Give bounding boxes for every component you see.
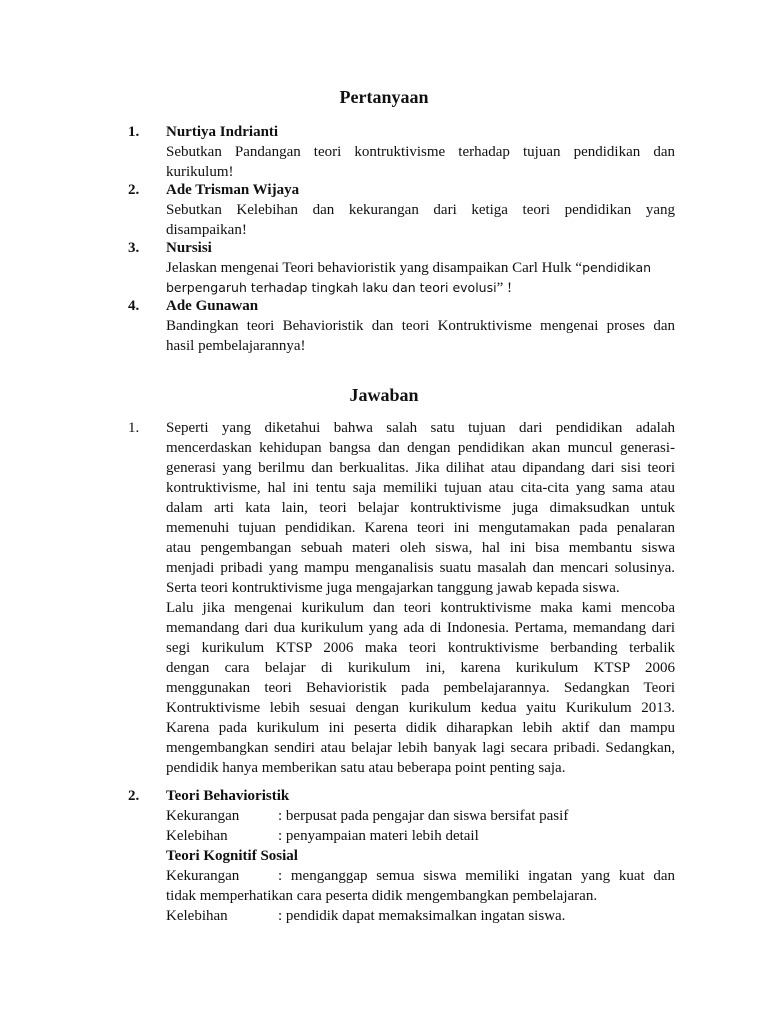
jawaban-heading: Jawaban	[349, 385, 419, 405]
answer-text-line: Seperti yang diketahui bahwa salah satu tujuan dari pendidikan adalah	[166, 420, 675, 436]
kekurangan-row	[166, 866, 675, 886]
answer-text-line: Lalu jika mengenai kurikulum dan teori kontruktivisme maka kami mencoba	[166, 600, 675, 616]
pertanyaan-heading: Pertanyaan	[339, 87, 429, 107]
answer-number: 1.	[128, 420, 140, 436]
answer-text-line: mencerdaskan kehidupan bangsa dan dengan pendidikan akan muncul generasi-	[166, 440, 675, 456]
question-text-part: ” !	[496, 280, 512, 296]
question-number: 4.	[128, 298, 140, 314]
kelebihan-label: Kelebihan	[166, 908, 228, 924]
kelebihan-value: : pendidik dapat memaksimalkan ingatan siswa.	[278, 908, 566, 924]
kekurangan-row	[166, 806, 675, 826]
question-text-line: Sebutkan Pandangan teori kontruktivisme terhadap tujuan pendidikan dan	[166, 144, 675, 160]
answer-text-line: Karena pada kurikulum ini peserta didik diharapkan lebih aktif dan mampu	[166, 720, 675, 736]
answer-text-line: atau pengembangan sebuah materi oleh siswa, hal ini bisa membantu siswa	[166, 540, 675, 556]
question-text-part: berpengaruh terhadap tingkah laku dan teori evolusi	[166, 280, 497, 295]
question-text-line: kurikulum!	[166, 164, 234, 180]
theory-title: Teori Kognitif Sosial	[166, 848, 298, 864]
answer-text-line: Kontruktivisme lebih sesuai dengan kurikulum kedua yaitu Kurikulum 2013.	[166, 700, 675, 716]
kelebihan-value: : penyampaian materi lebih detail	[278, 828, 479, 844]
answer-text-line: menggunakan teori Behavioristik pada pembelajarannya. Sedangkan Teori	[166, 680, 675, 696]
question-text-part: Jelaskan mengenai Teori behavioristik yang disampaikan Carl Hulk “	[166, 260, 583, 276]
kelebihan-row	[166, 826, 675, 846]
kekurangan-value: : menganggap semua siswa memiliki ingatan yang kuat dan	[278, 868, 675, 884]
kelebihan-label: Kelebihan	[166, 828, 228, 844]
question-number: 1.	[128, 124, 140, 140]
question-number: 3.	[128, 240, 140, 256]
question-author: Ade Trisman Wijaya	[166, 182, 300, 198]
answer-text-line: pendidik hanya memberikan satu atau beberapa point penting saja.	[166, 760, 566, 776]
answer-text-line: dengan cara belajar di kurikulum ini, karena kurikulum KTSP 2006	[166, 660, 675, 676]
theory-title: Teori Behavioristik	[166, 788, 290, 804]
answer-text-line: kontruktivisme, hal ini tentu saja memiliki tujuan atau cita-cita yang sama atau	[166, 480, 675, 496]
kekurangan-continuation: tidak memperhatikan cara peserta didik mengembangkan pembelajaran.	[166, 888, 598, 904]
question-author: Ade Gunawan	[166, 298, 259, 314]
question-text-line: hasil pembelajarannya!	[166, 338, 306, 354]
answer-text-line: memandang dari dua kurikulum yang ada di Indonesia. Pertama, memandang dari	[166, 620, 675, 636]
kelebihan-row	[166, 906, 675, 926]
answer-text-line: generasi yang berilmu dan berkualitas. Jika dilihat atau dipandang dari sisi teori	[166, 460, 675, 476]
answer-text-line: segi kurikulum KTSP 2006 maka teori kontruktivisme berbanding terbalik	[166, 640, 675, 656]
answer-text-line: Serta teori kontruktivisme juga mengajarkan tanggung jawab kepada siswa.	[166, 580, 620, 596]
answer-text-line: memenuhi tujuan pendidikan. Karena teori ini mengutamakan pada penalaran	[166, 520, 675, 536]
answer-text-line: mengembangkan sendiri atau belajar lebih banyak lagi secara pribadi. Sedangkan,	[166, 740, 675, 756]
question-text-part: pendidikan	[582, 260, 652, 275]
question-text-line: disampaikan!	[166, 222, 247, 238]
answer-number: 2.	[128, 788, 140, 804]
question-text-line	[166, 278, 675, 298]
question-text-line: Sebutkan Kelebihan dan kekurangan dari ketiga teori pendidikan yang	[166, 202, 675, 218]
question-author: Nursisi	[166, 240, 212, 256]
kekurangan-value: : berpusat pada pengajar dan siswa bersifat pasif	[278, 808, 569, 824]
answer-text-line: dalam arti kata lain, teori belajar kontruktivisme juga dimaksudkan untuk	[166, 500, 675, 516]
question-text-line: Bandingkan teori Behavioristik dan teori Kontruktivisme mengenai proses dan	[166, 318, 675, 334]
question-number: 2.	[128, 182, 140, 198]
question-author: Nurtiya Indrianti	[166, 124, 279, 140]
kekurangan-label: Kekurangan	[166, 868, 240, 884]
answer-text-line: menjadi pribadi yang mampu menganalisis suatu masalah dan mencari solusinya.	[166, 560, 675, 576]
kekurangan-label: Kekurangan	[166, 808, 240, 824]
question-text-line	[166, 258, 675, 278]
